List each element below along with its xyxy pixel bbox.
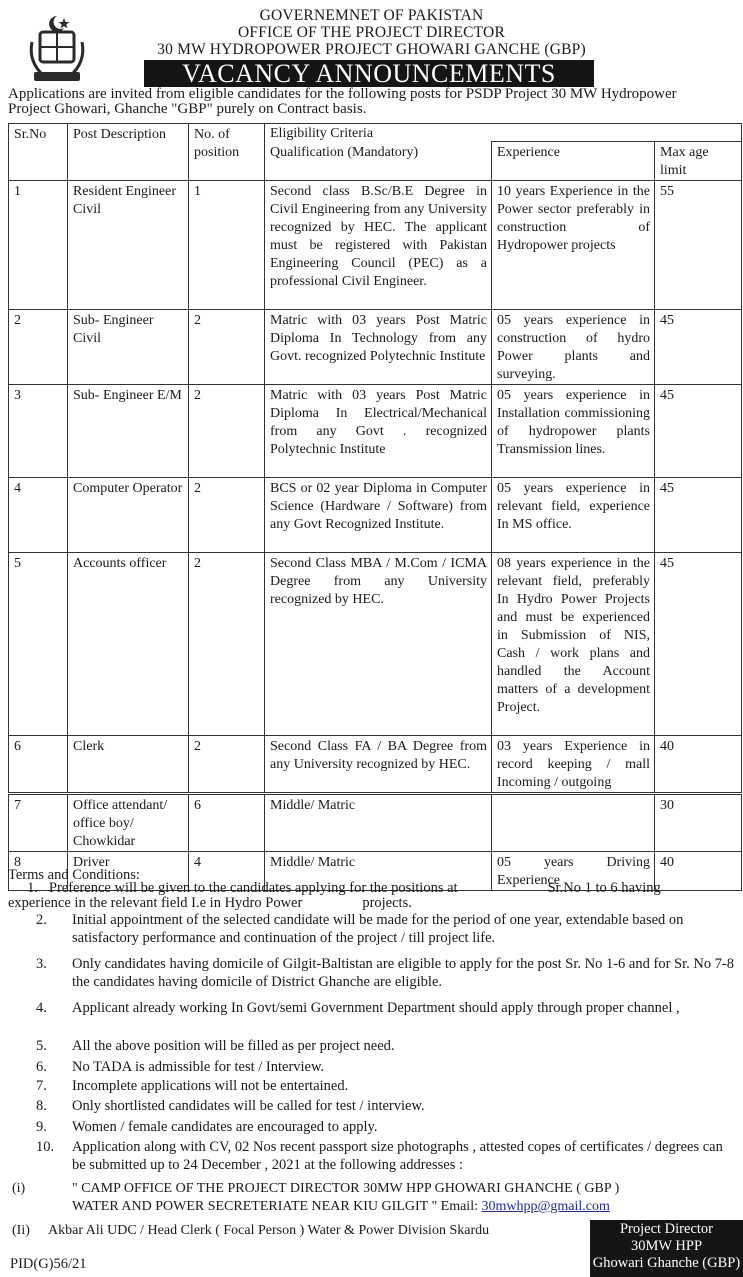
term-text: Women / female candidates are encouraged to apply.: [72, 1119, 378, 1135]
address-1: [12, 1180, 732, 1216]
term-number: 9.: [36, 1119, 47, 1135]
terms-title: Terms and Conditions:: [8, 867, 140, 883]
signature-project: 30MW HPP: [630, 1238, 703, 1254]
term-number: 4.: [36, 1000, 47, 1016]
term-item: [36, 955, 736, 991]
cell-age: 45: [655, 553, 742, 736]
cell-age: 40: [655, 852, 742, 891]
term-text: All the above position will be filled as per project need.: [72, 1038, 395, 1054]
cell-post: Accounts officer: [68, 553, 189, 736]
cell-experience: 05 years experience in relevant field, experience In MS office.: [492, 478, 655, 553]
header-post: Post Description: [68, 124, 189, 181]
intro-text: [8, 87, 738, 117]
term-item: [36, 1097, 736, 1115]
term-item: [36, 999, 736, 1017]
header-experience: Experience: [492, 142, 655, 181]
header-project-line: 30 MW HYDROPOWER PROJECT GHOWARI GANCHE (GBP): [157, 41, 586, 58]
cell-positions: 2: [189, 736, 265, 794]
cell-qualification: Second Class FA / BA Degree from any University recognized by HEC.: [265, 736, 492, 794]
cell-positions: 4: [189, 852, 265, 891]
cell-qualification: Matric with 03 years Post Matric Diploma In Technology from any Govt. recognized Polytechnic Institute: [265, 310, 492, 385]
term-line-2b: projects.: [362, 895, 412, 911]
term-number: 3.: [36, 956, 47, 972]
pid-code: PID(G)56/21: [10, 1256, 87, 1272]
cell-srno: 2: [9, 310, 68, 385]
term-text: No TADA is admissible for test / Interview.: [72, 1059, 325, 1075]
address-line-1: " CAMP OFFICE OF THE PROJECT DIRECTOR 30MW HPP GHOWARI GHANCHE ( GBP ): [72, 1181, 620, 1196]
cell-positions: 2: [189, 385, 265, 478]
term-item: [36, 1037, 736, 1055]
term-number: 2.: [36, 912, 47, 928]
header-age: Max age limit: [655, 142, 742, 181]
cell-qualification: Matric with 03 years Post Matric Diploma In Electrical/Mechanical from any Govt . recognized Polytechnic Institute: [265, 385, 492, 478]
intro-line-2: Project Ghowari, Ghanche "GBP" purely on Contract basis.: [8, 101, 367, 117]
header-eligibility: Eligibility Criteria: [265, 124, 742, 142]
cell-qualification: Middle/ Matric: [265, 852, 492, 891]
cell-positions: 2: [189, 478, 265, 553]
header-srno: Sr.No: [9, 124, 68, 181]
term-text: Preference will be given to the candidates applying for the positions at: [48, 880, 458, 896]
term-number: 10.: [36, 1139, 55, 1155]
term-number: 8.: [36, 1098, 47, 1114]
term-text: Only shortlisted candidates will be called for test / interview.: [72, 1098, 425, 1114]
term-text-continued: Sr.No 1 to 6 having: [547, 880, 661, 896]
cell-post: Office attendant/ office boy/ Chowkidar: [68, 794, 189, 852]
term-item: [36, 1058, 736, 1076]
cell-positions: 2: [189, 553, 265, 736]
table-row: [9, 736, 742, 794]
table-row: [9, 310, 742, 385]
cell-srno: 7: [9, 794, 68, 852]
cell-post: Resident Engineer Civil: [68, 181, 189, 310]
header-qualification: Qualification (Mandatory): [265, 142, 492, 181]
term-item: [36, 911, 736, 947]
term-item: [36, 1138, 736, 1174]
address-line-2: WATER AND POWER SECRETERIATE NEAR KIU GILGIT " Email:: [72, 1199, 478, 1214]
cell-experience: 03 years Experience in record keeping / mall Incoming / outgoing: [492, 736, 655, 794]
cell-srno: 6: [9, 736, 68, 794]
term-text: Only candidates having domicile of Gilgit-Baltistan are eligible to apply for the post Sr. No 1-6 and for Sr. No 7-8 the candidates having domicile of District Ghanche are eligible.: [72, 956, 735, 990]
cell-positions: 2: [189, 310, 265, 385]
term-item: [36, 1077, 736, 1095]
term-text: Initial appointment of the selected candidate will be made for the period of one year, extendable based on satisfactory performance and continuation of the project / till project life.: [72, 912, 684, 946]
cell-experience: 05 years Driving Experience: [492, 852, 655, 891]
cell-post: Computer Operator: [68, 478, 189, 553]
intro-line-1: Applications are invited from eligible candidates for the following posts for PSDP Project 30 MW Hydropower: [8, 86, 677, 102]
table-header-row: [9, 124, 742, 142]
cell-age: 45: [655, 310, 742, 385]
cell-experience: [492, 794, 655, 852]
term-number: 7.: [36, 1078, 47, 1094]
signature-location: Ghowari Ghanche (GBP): [592, 1255, 741, 1271]
cell-age: 45: [655, 478, 742, 553]
cell-post: Sub- Engineer Civil: [68, 310, 189, 385]
table-row: [9, 181, 742, 310]
term-text: Application along with CV, 02 Nos recent passport size photographs , attested copes of certificates / degrees can be submitted up to 24 December , 2021 at the following addresses :: [72, 1139, 723, 1173]
cell-age: 40: [655, 736, 742, 794]
header-government-line: GOVERNEMNET OF PAKISTAN: [259, 7, 484, 24]
address-number: (Ii): [12, 1223, 30, 1238]
signature-block: [590, 1220, 743, 1277]
cell-experience: 05 years experience in Installation commissioning of hydropower plants Transmission lines.: [492, 385, 655, 478]
cell-qualification: Second class B.Sc/B.E Degree in Civil Engineering from any University recognized by HEC. The applicant must be registered with Pakistan Engineering Council (PEC) as a professional Civil Engineer.: [265, 181, 492, 310]
cell-age: 45: [655, 385, 742, 478]
cell-srno: 5: [9, 553, 68, 736]
table-row: [9, 478, 742, 553]
header-office-line: OFFICE OF THE PROJECT DIRECTOR: [238, 24, 505, 41]
cell-srno: 8: [9, 852, 68, 891]
cell-experience: 05 years experience in construction of hydro Power plants and surveying.: [492, 310, 655, 385]
header: [0, 0, 743, 86]
table-row: [9, 553, 742, 736]
term-item: [36, 1118, 736, 1136]
signature-title: Project Director: [619, 1221, 713, 1237]
cell-qualification: Second Class MBA / M.Com / ICMA Degree from any University recognized by HEC.: [265, 553, 492, 736]
term-text: Incomplete applications will not be entertained.: [72, 1078, 349, 1094]
term-text: Applicant already working In Govt/semi Government Department should apply through proper channel ,: [72, 1000, 680, 1016]
header-positions: No. of position: [189, 124, 265, 181]
cell-age: 30: [655, 794, 742, 852]
cell-qualification: BCS or 02 year Diploma in Computer Science (Hardware / Software) from any Govt Recognized Institute.: [265, 478, 492, 553]
cell-srno: 1: [9, 181, 68, 310]
vacancy-table: [8, 123, 742, 891]
address-text: Akbar Ali UDC / Head Clerk ( Focal Person ) Water & Power Division Skardu: [48, 1223, 490, 1238]
table-row: [9, 385, 742, 478]
cell-positions: 6: [189, 794, 265, 852]
cell-srno: 3: [9, 385, 68, 478]
cell-post: Clerk: [68, 736, 189, 794]
cell-experience: 08 years experience in the relevant field, preferably In Hydro Power Projects and must be experienced in Submission of NIS, Cash / work plans and handled the Account matters of a development Project.: [492, 553, 655, 736]
term-line-2a: experience in the relevant field I.e in Hydro Power: [8, 895, 303, 911]
cell-post: Driver: [68, 852, 189, 891]
cell-age: 55: [655, 181, 742, 310]
email-link[interactable]: 30mwhpp@gmail.com: [481, 1199, 610, 1214]
cell-experience: 10 years Experience in the Power sector preferably in construction of Hydropower projects: [492, 181, 655, 310]
address-number: (i): [12, 1181, 26, 1196]
cell-srno: 4: [9, 478, 68, 553]
term-number: 1.: [27, 880, 38, 896]
term-number: 5.: [36, 1038, 47, 1054]
term-item-1: [8, 881, 733, 911]
cell-positions: 1: [189, 181, 265, 310]
cell-post: Sub- Engineer E/M: [68, 385, 189, 478]
term-number: 6.: [36, 1059, 47, 1075]
vacancy-banner: VACANCY ANNOUNCEMENTS: [144, 60, 594, 87]
table-row: [9, 794, 742, 852]
cell-qualification: Middle/ Matric: [265, 794, 492, 852]
